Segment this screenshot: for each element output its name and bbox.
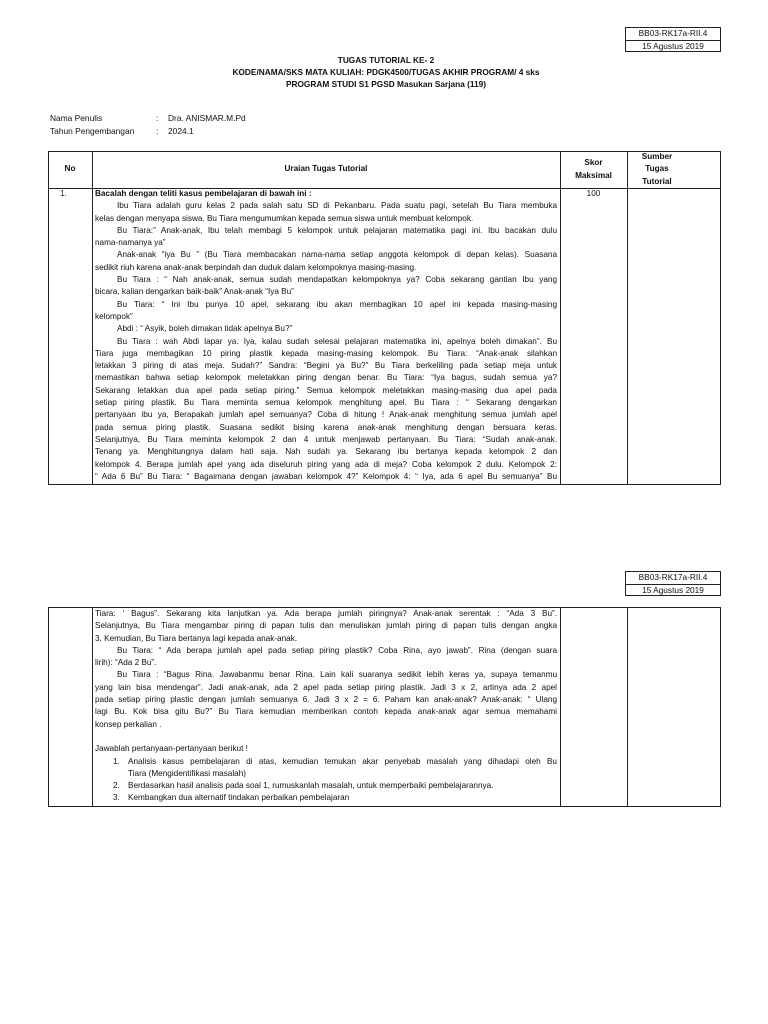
paragraph-line: sedikit riuh karena anak-anak berpindah dan duduk dalam kelompoknya masing-masing. [95, 262, 417, 272]
case-paragraph [95, 669, 557, 730]
document-date: 15 Agustus 2019 [626, 584, 720, 597]
author-value: Dra. ANISMAR.M.Pd [168, 113, 246, 123]
column-divider [560, 607, 561, 807]
document-title [4, 54, 768, 90]
paragraph-line: Bacalah dengan teliti kasus pembelajaran di bawah ini : [95, 189, 312, 198]
case-heading [95, 188, 557, 200]
column-divider [92, 151, 93, 485]
document-date: 15 Agustus 2019 [626, 40, 720, 53]
question-item [95, 756, 557, 781]
case-paragraph [95, 608, 557, 645]
case-paragraph [95, 200, 557, 225]
header-no-label: No [64, 164, 76, 174]
paragraph-line: yang lain bisa mendengar”. Jadi anak-anak, ada 2 apel pada setiap piring plastik. Jadi 3 x 2, artinya ada 2 apel [95, 682, 557, 692]
document-code: BB03-RK17a-RII.4 [638, 28, 708, 38]
paragraph-line: pertanyaan ibu ya, Berapakah jumlah apel semuanya? Coba di hitung ! Anak-anak menghitung semua jumlah apel [95, 410, 557, 420]
questions-intro: Jawablah pertanyaan-pertanyaan berikut ! [95, 744, 248, 754]
paragraph-line: kelompok 4. Berapa jumlah apel yang ada diseluruh piring yang ada di meja? Coba kelompok 2 dulu. Kelompok 2: [95, 459, 557, 469]
paragraph-line: Selanjutnya, Bu Tiara meminta kelompok 2 dan 4 untuk menjawab pertanyaan. Bu Tiara: “Sudah anak-anak. [95, 434, 557, 444]
header-source-line: Tutorial [642, 176, 672, 186]
header-max-score [560, 151, 627, 188]
year-label: Tahun Pengembangan [50, 126, 135, 136]
paragraph-line: nama-namanya ya” [95, 238, 166, 248]
paragraph-line: pada semua piring plastik. Suasana sedikit bising karena anak-anak menghitung dengan bersuara keras. [95, 422, 557, 432]
header-max-score-line: Maksimal [575, 170, 612, 180]
program-line: PROGRAM STUDI S1 PGSD Masukan Sarjana (119) [285, 79, 487, 89]
question-number: 2. [113, 781, 120, 791]
header-source [627, 151, 687, 188]
page-2 [0, 512, 768, 1024]
header-task-label: Uraian Tugas Tutorial [284, 164, 368, 174]
paragraph-line: pada setiap piring plastic dengan jumlah semuanya 6. Jadi 3 x 2 = 6. Paham kan anak-anak? Anak-anak: “ Ulang [95, 695, 557, 705]
paragraph-line: letakkan 3 piring di atas meja. Sudah?” Sandra: “Begini ya Bu?” Bu Tiara berkeliling pada setiap meja untuk [95, 361, 557, 371]
paragraph-line: memastikan bahwa setiap kelompok meletakkan piring dengan benar. Bu Tiara: “Iya bagus, sudah semua ya? [95, 373, 557, 383]
header-source-line: Sumber [641, 152, 673, 162]
header-source-line: Tugas [645, 164, 669, 174]
paragraph-line: Sekarang letakkan dua apel pada setiap piring.” Semua kelompok meletakkan masing-masing dua apel pada [95, 385, 557, 395]
paragraph-line: Bu Tiara : “ Nah anak-anak, semua sudah mendapatkan kelompoknya ya? Coba sekarang gantian Ibu yang [117, 275, 557, 285]
questions [95, 743, 557, 804]
paragraph-line: Ibu Tiara adalah guru kelas 2 pada salah satu SD di Pekanbaru. Pada suatu pagi, setelah Bu Tiara membuka [117, 201, 557, 211]
paragraph-line: Tenang ya. Menghitungnya dalam hati saja. Nah sudah ya. Sekarang ibu bertanya kepada kelompok 2 dan [95, 447, 557, 457]
paragraph-line: “ Ada 6 Bu” Bu Tiara: “ Bagaimana dengan jawaban kelompok 4?” Kelompok 4: “ Iya, ada 6 apel Bu semuanya” Bu [95, 471, 557, 481]
paragraph-line: Bu Tiara:” Anak-anak, Ibu telah membagi 5 kelompok untuk pelajaran matematika pagi ini. Ibu bacakan dulu [117, 225, 557, 235]
header-no [48, 151, 92, 188]
paragraph-line: Bu Tiara : “Bagus Rina. Jawabanmu benar Rina. Lain kali suaranya sedikit lebih keras ya, supaya temanmu [117, 670, 557, 680]
paragraph-line: bicara, kalian dengarkan baik-baik” Anak-anak “Iya Bu” [95, 287, 294, 297]
paragraph-line: Bu Tiara : wah Abdi lapar ya. Iya, kalau sudah selesai pelajaran matematika ini, apelnya boleh dimakan”. Bu [117, 336, 557, 346]
case-paragraph [95, 645, 557, 670]
task-description [95, 188, 557, 483]
paragraph-line: Bu Tiara: “ Ini Ibu punya 10 apel, sekarang ibu akan membagikan 10 apel ini kepada masing-masing [117, 299, 557, 309]
header-max-score-line: Skor [584, 158, 603, 168]
year-row [0, 125, 768, 138]
year-separator: : [156, 126, 159, 136]
column-divider [627, 151, 628, 485]
column-divider [627, 607, 628, 807]
paragraph-line: kelompok” [95, 311, 133, 321]
case-paragraph [95, 299, 557, 324]
paragraph-line: lagi Bu. Kok bisa gitu Bu?” Bu Tiara kemudian memberikan contoh kepada anak-anak agar semua memahami [95, 707, 557, 717]
paragraph-line: Abdi : “ Asyik, boleh dimakan tidak apelnya Bu?” [117, 324, 293, 334]
question-number: 1. [113, 756, 120, 766]
case-paragraph [95, 225, 557, 250]
paragraph-line: kelas dengan menyapa siswa. Bu Tiara mengumumkan kepada semua siswa untuk membuat kelompok. [95, 213, 474, 223]
author-separator: : [156, 113, 159, 123]
paragraph-line: lirih): “Ada 2 Bu”. [95, 658, 157, 668]
title-line: TUGAS TUTORIAL KE- 2 [337, 55, 435, 65]
question-text-line: Kembangkan dua alternatif tindakan perbaikan pembelajaran [128, 793, 350, 803]
column-divider [560, 151, 561, 485]
question-text-line: Tiara (Mengidentifikasi masalah) [128, 768, 247, 778]
paragraph-line: Tiara juga membagikan 10 piring plastik kepada masing-masing kelompok. Bu Tiara: “Anak-anak silahkan [95, 348, 557, 358]
paragraph-line: konsep perkalian . [95, 719, 162, 729]
row-max-score: 100 [586, 189, 601, 198]
case-paragraph [95, 323, 557, 335]
row-number: 1. [60, 189, 67, 198]
case-paragraph [95, 274, 557, 299]
paragraph-line: Tiara: ‘ Bagus”. Sekarang kita lanjutkan ya. Ada berapa jumlah piringnya? Anak-anak serentak : “Ada 3 Bu”. [95, 609, 557, 618]
year-value: 2024.1 [168, 126, 194, 136]
paragraph-line: setiap piring plastik. Bu Tiara meminta semua kelompok menghitung apel. Bu Tiara : “ Sekarang dengarkan [95, 398, 557, 408]
column-divider [92, 607, 93, 807]
paragraph-line: Bu Tiara: “ Ada berapa jumlah apel pada setiap piring plastik? Coba Rina, ayo jawab”. Rina (dengan suara [117, 645, 557, 655]
question-item [95, 780, 557, 792]
course-line: KODE/NAMA/SKS MATA KULIAH: PDGK4500/TUGAS AKHIR PROGRAM/ 4 sks [232, 67, 540, 77]
author-row [0, 112, 768, 125]
document-code-box [625, 27, 721, 52]
document-code: BB03-RK17a-RII.4 [638, 572, 708, 582]
case-paragraph [95, 249, 557, 274]
question-text-line: Analisis kasus pembelajaran di atas, kemudian temukan akar penyebab masalah yang dihadapi oleh Bu [128, 756, 557, 766]
question-text-line: Berdasarkan hasil analisis pada soal 1, rumuskanlah masalah, untuk memperbaiki pembelajarannya. [128, 781, 494, 791]
paragraph-line: Selanjutnya, Bu Tiara mengambar piring di papan tulis dan menuliskan jumlah piring di papan tulis dengan angka [95, 621, 557, 631]
question-item [95, 792, 557, 804]
case-paragraph [95, 336, 557, 484]
paragraph-line: Anak-anak “iya Bu ” (Bu Tiara membacakan nama-nama setiap anggota kelompok di depan kelas). Suasana [117, 250, 557, 260]
question-number: 3. [113, 793, 120, 803]
header-task [92, 151, 560, 188]
document-code-box [625, 571, 721, 596]
paragraph-line: 3. Kemudian, Bu Tiara bertanya lagi kepada anak-anak. [95, 633, 298, 643]
author-label: Nama Penulis [50, 113, 103, 123]
task-description-continued [95, 608, 557, 805]
